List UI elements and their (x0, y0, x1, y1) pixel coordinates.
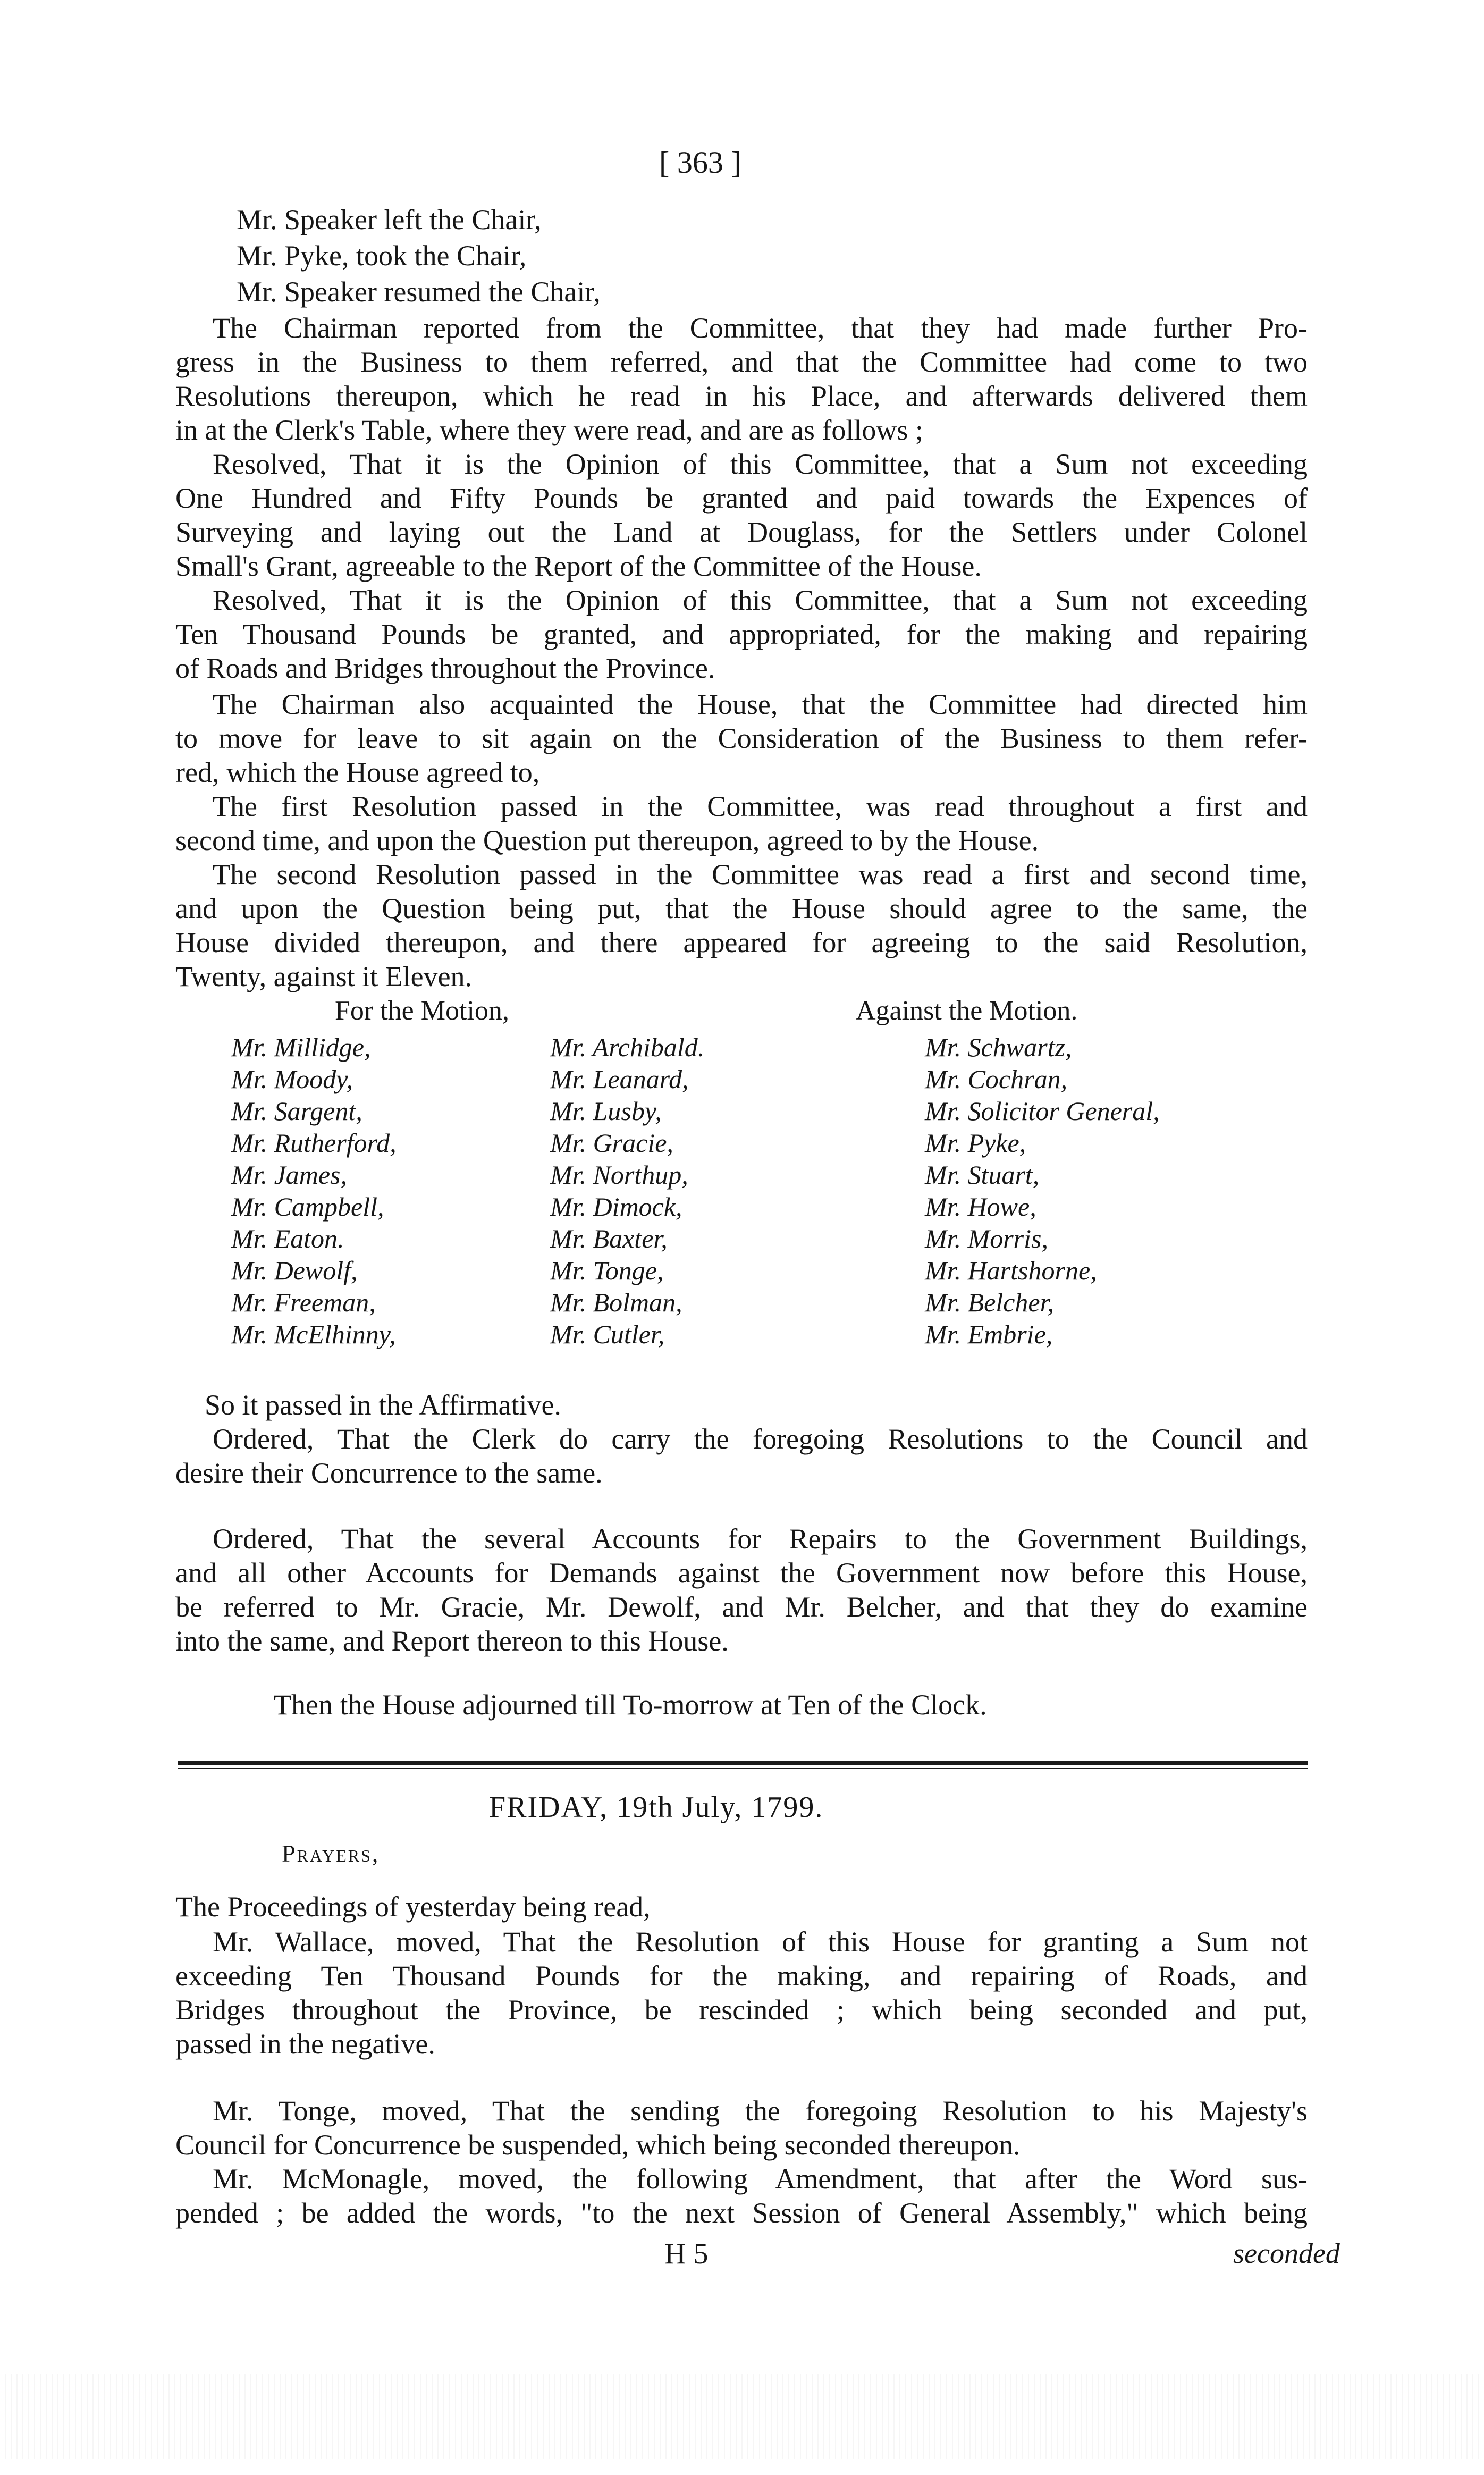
resolution-line: Resolved, That it is the Opinion of this Committee, that a Sum not exceeding (213, 448, 1308, 480)
report-line: The Chairman reported from the Committee, that they had made further Pro- (213, 312, 1308, 344)
ordered-line: Ordered, That the several Accounts for Repairs to the Government Buildings, (213, 1523, 1308, 1555)
chair-line: Mr. Pyke, took the Chair, (237, 240, 527, 272)
voter-name: Mr. Howe, (925, 1192, 1036, 1222)
voter-name: Mr. Millidge, (231, 1032, 371, 1062)
voter-name: Mr. Cutler, (550, 1319, 665, 1349)
voter-name: Mr. Belcher, (925, 1287, 1054, 1317)
resolution-line: Small's Grant, agreeable to the Report of the Committee of the House. (175, 550, 982, 582)
voter-name: Mr. Rutherford, (231, 1128, 397, 1158)
voter-name: Mr. Baxter, (550, 1224, 668, 1253)
resolution-line: Surveying and laying out the Land at Douglass, for the Settlers under Colonel (175, 516, 1308, 548)
voter-name: Mr. Leanard, (550, 1064, 689, 1094)
chair-line: Mr. Speaker resumed the Chair, (237, 276, 601, 308)
day-heading: FRIDAY, 19th July, 1799. (489, 1791, 824, 1824)
second-res-line: The second Resolution passed in the Committee was read a first and second time, (213, 858, 1308, 890)
voter-name: Mr. Dimock, (550, 1192, 682, 1222)
voter-name: Mr. Stuart, (925, 1160, 1040, 1190)
motion-line: passed in the negative. (175, 2028, 435, 2060)
voter-name: Mr. Pyke, (925, 1128, 1026, 1158)
voter-name: Mr. Campbell, (231, 1192, 384, 1222)
motion-line: exceeding Ten Thousand Pounds for the making, and repairing of Roads, and (175, 1960, 1308, 1992)
page-number: [ 363 ] (659, 145, 741, 180)
leave-line: The Chairman also acquainted the House, that the Committee had directed him (213, 688, 1308, 720)
catchword: seconded (1233, 2237, 1340, 2269)
ordered-line: into the same, and Report thereon to this House. (175, 1625, 729, 1657)
affirmative-line: So it passed in the Affirmative. (205, 1389, 561, 1421)
voter-name: Mr. Dewolf, (231, 1256, 358, 1285)
voter-name: Mr. Cochran, (925, 1064, 1068, 1094)
motion-line: Mr. McMonagle, moved, the following Amendment, that after the Word sus- (213, 2163, 1308, 2195)
section-rule (178, 1761, 1308, 1765)
section-rule-thin (178, 1768, 1308, 1769)
for-heading: For the Motion, (335, 996, 509, 1026)
voter-name: Mr. Bolman, (550, 1287, 682, 1317)
voter-name: Mr. McElhinny, (231, 1319, 396, 1349)
voter-name: Mr. Solicitor General, (925, 1096, 1160, 1126)
voter-name: Mr. Eaton. (231, 1224, 344, 1253)
proceedings-line: The Proceedings of yesterday being read, (175, 1891, 651, 1923)
voter-name: Mr. Schwartz, (925, 1032, 1072, 1062)
voter-name: Mr. Gracie, (550, 1128, 673, 1158)
report-line: Resolutions thereupon, which he read in his Place, and afterwards delivered them (175, 380, 1308, 412)
for-column-1 (231, 1031, 397, 1350)
first-res-line: The first Resolution passed in the Committee, was read throughout a first and (213, 790, 1308, 822)
second-res-line: and upon the Question being put, that the House should agree to the same, the (175, 893, 1308, 924)
report-line: in at the Clerk's Table, where they were read, and are as follows ; (175, 414, 923, 446)
for-column-2 (550, 1031, 704, 1350)
resolution-line: One Hundred and Fifty Pounds be granted and paid towards the Expences of (175, 482, 1308, 514)
voter-name: Mr. Hartshorne, (925, 1256, 1097, 1285)
against-column (925, 1031, 1160, 1350)
prayers-line: Prayers, (282, 1840, 380, 1867)
motion-line: Council for Concurrence be suspended, which being seconded thereupon. (175, 2129, 1021, 2161)
motion-line: Bridges throughout the Province, be rescinded ; which being seconded and put, (175, 1994, 1308, 2026)
voter-name: Mr. Tonge, (550, 1256, 664, 1285)
page-noise (0, 2374, 1484, 2459)
chair-line: Mr. Speaker left the Chair, (237, 204, 542, 235)
second-res-line: House divided thereupon, and there appeared for agreeing to the said Resolution, (175, 927, 1308, 958)
ordered-line: be referred to Mr. Gracie, Mr. Dewolf, and Mr. Belcher, and that they do examine (175, 1591, 1308, 1623)
voter-name: Mr. Freeman, (231, 1287, 376, 1317)
adjourned-line: Then the House adjourned till To-morrow at Ten of the Clock. (274, 1689, 987, 1721)
resolution-line: of Roads and Bridges throughout the Province. (175, 652, 715, 684)
voter-name: Mr. Embrie, (925, 1319, 1053, 1349)
voter-name: Mr. Moody, (231, 1064, 353, 1094)
leave-line: to move for leave to sit again on the Consideration of the Business to them refer- (175, 722, 1308, 754)
voter-name: Mr. Archibald. (550, 1032, 705, 1062)
ordered-line: and all other Accounts for Demands against the Government now before this House, (175, 1557, 1308, 1589)
motion-line: Mr. Wallace, moved, That the Resolution of this House for granting a Sum not (213, 1926, 1308, 1958)
resolution-line: Ten Thousand Pounds be granted, and appropriated, for the making and repairing (175, 618, 1308, 650)
report-line: gress in the Business to them referred, and that the Committee had come to two (175, 346, 1308, 378)
second-res-line: Twenty, against it Eleven. (175, 961, 473, 992)
signature-mark: H 5 (664, 2237, 709, 2270)
ordered-line: Ordered, That the Clerk do carry the foregoing Resolutions to the Council and (213, 1423, 1308, 1455)
motion-line: Mr. Tonge, moved, That the sending the foregoing Resolution to his Majesty's (213, 2095, 1308, 2127)
voter-name: Mr. Morris, (925, 1224, 1048, 1253)
ordered-line: desire their Concurrence to the same. (175, 1457, 603, 1489)
voter-name: Mr. Lusby, (550, 1096, 662, 1126)
voter-name: Mr. Sargent, (231, 1096, 362, 1126)
first-res-line: second time, and upon the Question put thereupon, agreed to by the House. (175, 824, 1039, 856)
resolution-line: Resolved, That it is the Opinion of this Committee, that a Sum not exceeding (213, 584, 1308, 616)
voter-name: Mr. James, (231, 1160, 348, 1190)
leave-line: red, which the House agreed to, (175, 756, 540, 788)
voter-name: Mr. Northup, (550, 1160, 688, 1190)
motion-line: pended ; be added the words, "to the next Session of General Assembly," which being (175, 2197, 1308, 2229)
against-heading: Against the Motion. (856, 996, 1078, 1026)
